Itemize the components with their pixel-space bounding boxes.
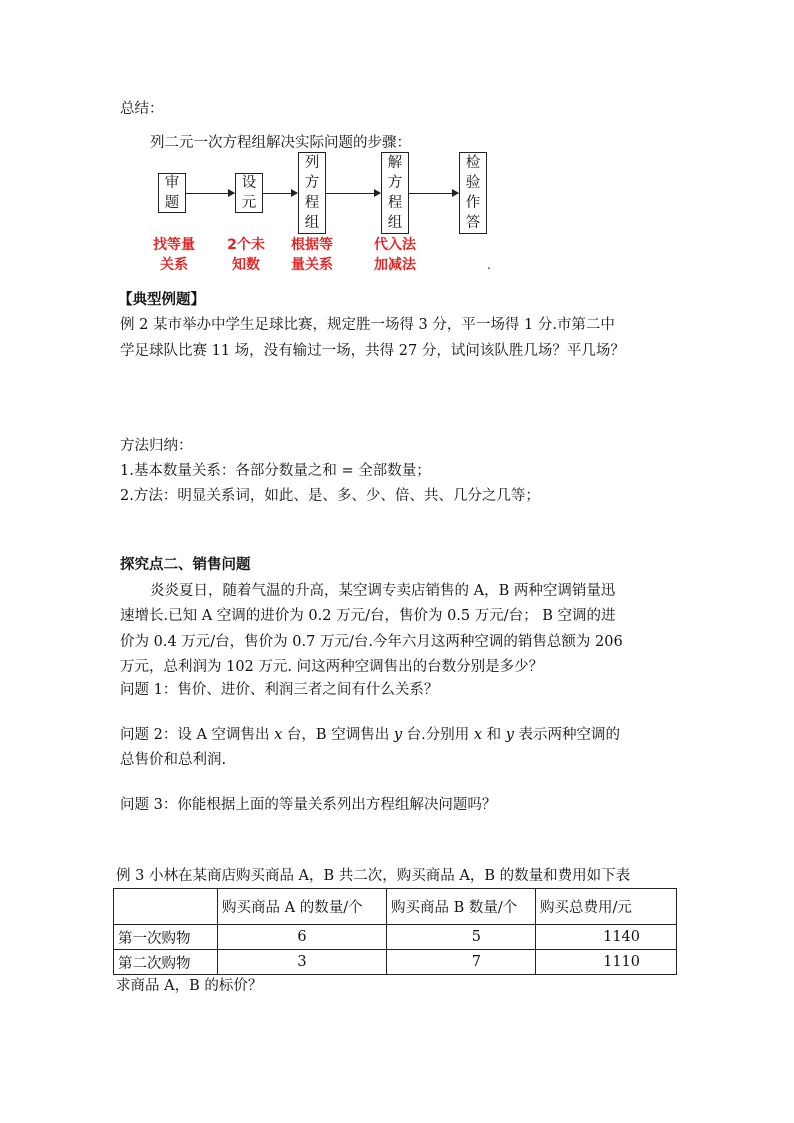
method-item-1: 1.基本数量关系：各部分数量之和 = 全部数量；	[120, 463, 431, 479]
flowchart-note: 根据等 量关系	[291, 237, 333, 273]
variable-y: y	[505, 727, 514, 743]
question-2-text: 问题 2：设 A 空调售出	[120, 727, 275, 743]
purchase-table	[113, 888, 677, 975]
flowchart-step-label: 审 题	[164, 175, 180, 211]
flowchart-step-review	[158, 173, 186, 213]
question-2-line-2: 总售价和总利润.	[120, 752, 227, 768]
table-row	[114, 925, 677, 950]
table-header-cell: 购买商品 B 数量/个	[387, 889, 536, 925]
example3-question: 求商品 A，B 的标价？	[116, 978, 263, 994]
table-header-row	[114, 889, 677, 925]
variable-y: y	[393, 727, 403, 743]
table-header-cell: 购买总费用/元	[536, 889, 677, 925]
question-2-text: 和	[482, 727, 506, 743]
flowchart-step-label: 列 方 程 组	[304, 155, 320, 231]
sales-paragraph-line-2: 速增长.已知 A 空调的进价为 0.2 万元/台，售价为 0.5 万元/台； B 空调的进	[120, 608, 616, 624]
example2-line-1: 例 2 某市举办中学生足球比赛，规定胜一场得 3 分，平一场得 1 分.市第二中	[120, 317, 615, 333]
question-1: 问题 1：售价、进价、利润三者之间有什么关系？	[120, 682, 439, 698]
table-cell: 6	[218, 925, 387, 950]
table-cell: 1110	[536, 950, 677, 975]
table-cell: 5	[387, 925, 536, 950]
table-cell: 第二次购物	[114, 950, 218, 975]
variable-x: x	[473, 727, 483, 743]
table-cell: 第一次购物	[114, 925, 218, 950]
flowchart-step-check-answer	[459, 152, 487, 234]
section-heading-sales: 探究点二、销售问题	[120, 557, 251, 573]
flowchart-note: 代入法 加减法	[374, 237, 416, 273]
table-row	[114, 950, 677, 975]
sales-paragraph-line-1: 炎炎夏日，随着气温的升高，某空调专卖店销售的 A，B 两种空调销量迅	[150, 583, 616, 599]
section-heading-typical-examples: 【典型例题】	[118, 292, 205, 308]
flowchart-step-set-variables	[235, 173, 263, 213]
table-header-cell	[114, 889, 218, 925]
method-item-2: 2.方法：明显关系词，如此、是、多、少、倍、共、几分之几等；	[120, 488, 540, 504]
example3-intro: 例 3 小林在某商店购买商品 A，B 共二次，购买商品 A，B 的数量和费用如下表	[116, 868, 631, 884]
question-3: 问题 3：你能根据上面的等量关系列出方程组解决问题吗？	[120, 797, 497, 813]
flowchart-note: 找等量 关系	[153, 237, 195, 273]
sales-paragraph-line-3: 价为 0.4 万元/台，售价为 0.7 万元/台.今年六月这两种空调的销售总额为 206	[120, 634, 623, 650]
variable-x: x	[274, 727, 283, 743]
flowchart-note: 2个未 知数	[227, 237, 265, 273]
sales-paragraph-line-4: 万元，总利润为 102 万元. 问这两种空调售出的台数分别是多少？	[120, 659, 544, 675]
table-cell: 3	[218, 950, 387, 975]
flowchart-arrow	[263, 193, 297, 194]
flowchart-dot: .	[487, 258, 491, 272]
flowchart-arrow	[326, 193, 380, 194]
example2-line-2: 学足球队比赛 11 场，没有输过一场，共得 27 分，试问该队胜几场？平几场？	[120, 343, 625, 359]
flowchart-arrow	[186, 193, 234, 194]
question-2-text: 表示两种空调的	[513, 727, 621, 743]
question-2-text: 台.分别用	[402, 727, 474, 743]
question-2-text: 台，B 空调售出	[282, 727, 394, 743]
flowchart-title: 列二元一次方程组解决实际问题的步骤：	[150, 135, 411, 151]
flowchart-step-label: 解 方 程 组	[387, 155, 403, 231]
table-header-cell: 购买商品 A 的数量/个	[218, 889, 387, 925]
summary-label: 总结：	[120, 101, 164, 117]
flowchart-step-solve-equations	[381, 152, 409, 234]
table-cell: 7	[387, 950, 536, 975]
flowchart-step-label: 检 验 作 答	[465, 155, 481, 231]
table-cell: 1140	[536, 925, 677, 950]
flowchart-step-write-equations	[298, 152, 326, 234]
flowchart-step-label: 设 元	[241, 175, 257, 211]
flowchart-arrow	[409, 193, 458, 194]
question-2-line-1	[120, 725, 620, 745]
method-title: 方法归纳：	[120, 438, 193, 454]
